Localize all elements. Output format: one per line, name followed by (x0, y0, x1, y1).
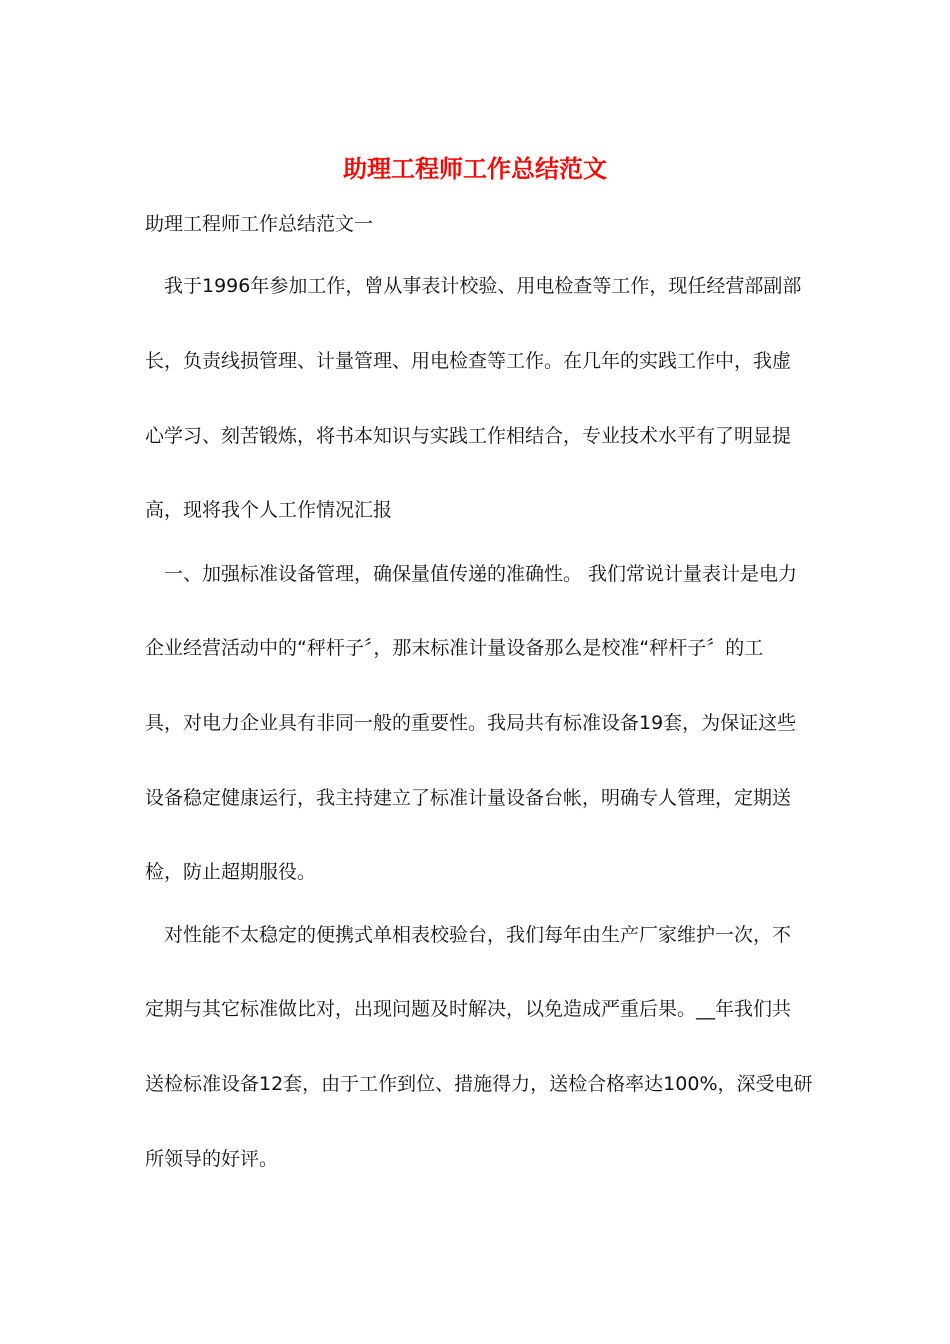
paragraph-line: 心学习、刻苦锻炼，将书本知识与实践工作相结合，专业技术水平有了明显提 (145, 425, 792, 447)
paragraph-line: 定期与其它标准做比对，出现问题及时解决，以免造成严重后果。__年我们共 (145, 998, 792, 1020)
paragraph-line: 企业经营活动中的“秤杆子〞，那末标准计量设备那么是校准“秤杆子〞的工 (145, 637, 764, 659)
paragraph-line: 设备稳定健康运行，我主持建立了标准计量设备台帐，明确专人管理，定期送 (145, 787, 792, 809)
paragraph-line: 检，防止超期服役。 (145, 861, 317, 883)
paragraph-line: 一、加强标准设备管理，确保量值传递的准确性。 我们常说计量表计是电力 (145, 563, 798, 585)
paragraph-line: 高，现将我个人工作情况汇报 (145, 499, 393, 521)
paragraph-line: 送检标准设备12套，由于工作到位、措施得力，送检合格率达100%，深受电研 (145, 1073, 813, 1095)
paragraph-line: 我于1996年参加工作，曾从事表计校验、用电检查等工作，现任经营部副部 (145, 275, 802, 297)
document-title: 助理工程师工作总结范文 (343, 154, 607, 183)
paragraph-line: 长，负责线损管理、计量管理、用电检查等工作。在几年的实践工作中，我虚 (145, 350, 792, 372)
paragraph-line: 具，对电力企业具有非同一般的重要性。我局共有标准设备19套，为保证这些 (145, 712, 797, 734)
section-heading: 助理工程师工作总结范文一 (145, 213, 374, 235)
paragraph-line: 对性能不太稳定的便携式单相表校验台，我们每年由生产厂家维护一次，不 (145, 924, 792, 946)
paragraph-line: 所领导的好评。 (145, 1148, 279, 1170)
